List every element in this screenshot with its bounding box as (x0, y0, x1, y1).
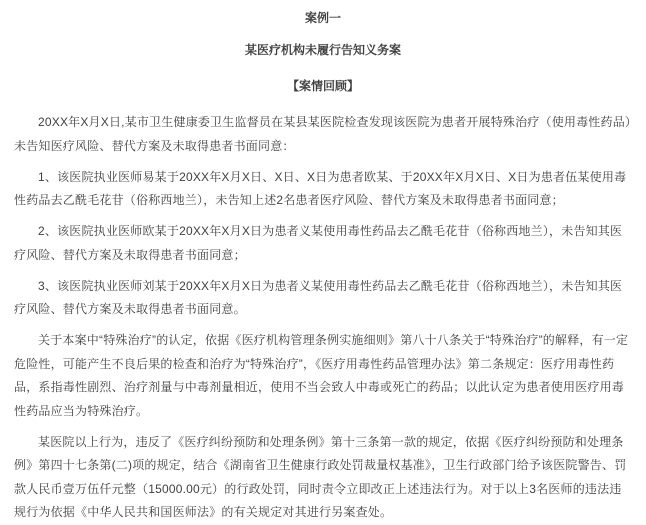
case-number-heading: 案例一 (304, 11, 341, 25)
section-heading-case-review: 【案情回顾】 (286, 79, 359, 93)
paragraph-violation-item-2: 2、该医院执业医师欧某于20XX年X月X日为患者义某使用毒性药品去乙酰毛花苷（俗称西地兰），未告知其医疗风险、替代方案及未取得患者书面同意； (14, 224, 623, 262)
paragraph-special-treatment-determination: 关于本案中“特殊治疗”的认定，依据《医疗机构管理条例实施细则》第八十八条关于“特殊治疗”的解释，有一定危险性，可能产生不良后果的检查和治疗为“特殊治疗”，《医疗用毒性药品管理办法》第二条规定：医疗用毒性药品，系指毒性剧烈、治疗剂量与中毒剂量相近，使用不当会致人中毒或死亡的药品；以此认定为患者使用医疗用毒性药品应当为特殊治疗。 (14, 333, 629, 418)
paragraph-violation-item-3: 3、该医院执业医师刘某于20XX年X月X日为患者义某使用毒性药品去乙酰毛花苷（俗称西地兰），未告知其医疗风险、替代方案及未取得患者书面同意。 (14, 278, 623, 316)
paragraph-penalty-decision: 某医院以上行为，违反了《医疗纠纷预防和处理条例》第十三条第一款的规定，依据《医疗纠纷预防和处理条例》第四十七条第(二)项的规定，结合《湖南省卫生健康行政处罚裁量权基准》，卫生行政部门给予该医院警告、罚款人民币壹万伍仟元整（15000.00元）的行政处罚，同时责令立即改正上述违法行为。对于以上3名医师的违法违规行为依据《中华人民共和国医师法》的有关规定对其进行另案查处。 (14, 434, 627, 519)
case-title-heading: 某医疗机构未履行告知义务案 (244, 43, 401, 57)
paragraph-inspection-findings: 20XX年X月X日,某市卫生健康委卫生监督员在某县某医院检查发现该医院为患者开展特殊治疗（使用毒性药品）未告知医疗风险、替代方案及未取得患者书面同意： (14, 115, 632, 153)
paragraph-violation-item-1: 1、该医院执业医师易某于20XX年X月X日、X日、X日为患者欧某、于20XX年X月X日、X日为患者伍某使用毒性药品去乙酰毛花苷（俗称西地兰），未告知上述2名患者医疗风险、替代方案及未取得患者书面同意； (14, 169, 627, 207)
